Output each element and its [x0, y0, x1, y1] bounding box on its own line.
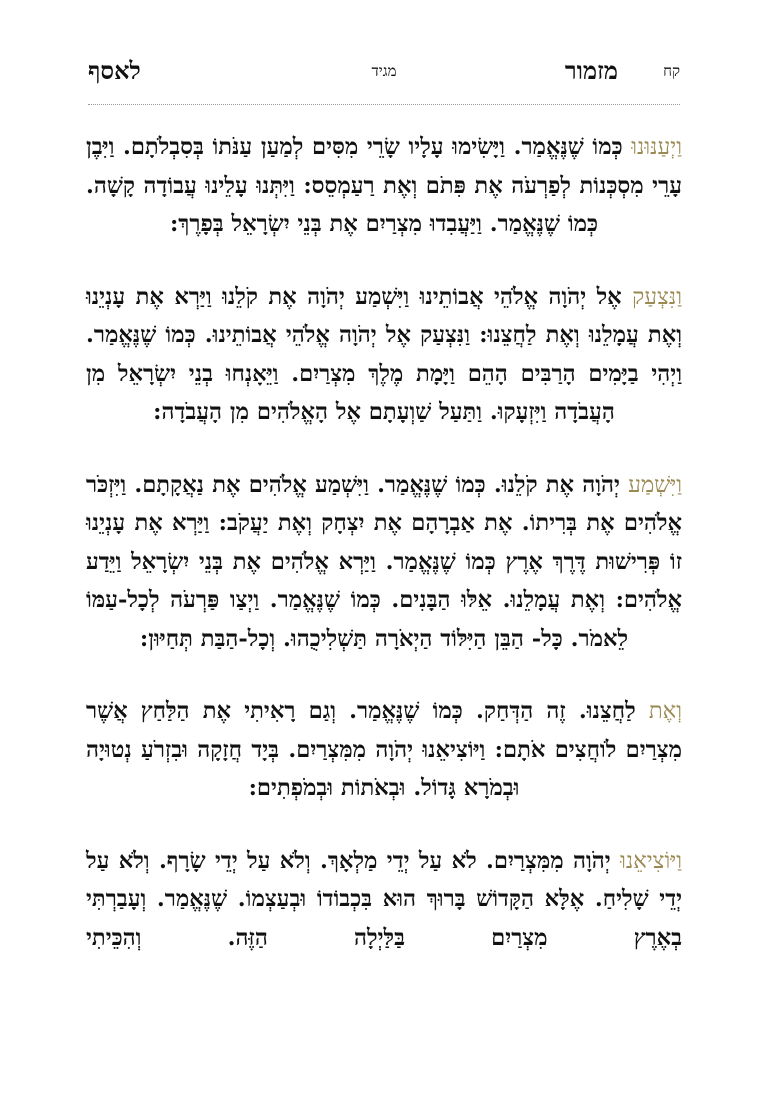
- chapter-title: מזמור: [564, 56, 618, 85]
- paragraph-lead-word: וַיּוֹצִיאֵנוּ: [620, 847, 682, 874]
- paragraph-lead-word: וַיִּשְׁמַע: [628, 471, 682, 498]
- paragraph-text: יְהֹוָה מִמִּצְרַיִם. לֹא עַל יְדֵי מַלְאָךְ. וְלֹא עַל יְדֵי שָׂרָף. וְלֹא עַל יְדֵי שָׁלִיחַ. אֶלָּא הַקָּדוֹשׁ בָּרוּךְ הוּא בִּכְבוֹדוֹ וּבְעַצְמוֹ. שֶׁנֶּאֱמַר. וְעָבַרְתִּי בְאֶרֶץ מִצְרַיִם בַּלַּיְלָה הַזֶּה. וְהִכֵּיתִי: [86, 847, 682, 951]
- paragraph: [86, 692, 682, 808]
- paragraph: [86, 466, 682, 659]
- paragraph-text: אֶל יְהֹוָה אֱלֹהֵי אֲבוֹתֵינוּ וַיִּשְׁמַע יְהֹוָה אֶת קֹלֵנוּ וַיַּרְא אֶת עָנְיֵנוּ וְאֶת עֲמָלֵנוּ וְאֶת לַחֲצֵנוּ: וַנִּצְעַק אֶל יְהֹוָה אֱלֹהֵי אֲבוֹתֵינוּ. כְּמוֹ שֶׁנֶּאֱמַר. וַיְהִי בַיָּמִים הָרַבִּים הָהֵם וַיָּמָת מֶלֶךְ מִצְרַיִם. וַיֵּאָנְחוּ בְנֵי יִשְׂרָאֵל מִן הָעֲבֹדָה וַיִּזְעָקוּ. וַתַּעַל שַׁוְעָתָם אֶל הָאֱלֹהִים מִן הָעֲבֹדָה:: [86, 283, 682, 425]
- page-header: [88, 56, 680, 96]
- paragraph-lead-word: וְאֶת: [648, 698, 682, 724]
- paragraph-lead-word: וַיְעַנּוּנוּ: [631, 134, 682, 160]
- paragraph-lead-word: וַנִּצְעַק: [632, 283, 682, 310]
- section-label: מגיד: [371, 62, 397, 80]
- text-body: [86, 128, 682, 991]
- paragraph: [86, 128, 682, 244]
- page-number: קח: [663, 62, 680, 80]
- book-title: לאסף: [88, 56, 141, 85]
- paragraph-text: יְהֹוָה אֶת קֹלֵנוּ. כְּמוֹ שֶׁנֶּאֱמַר. וַיִּשְׁמַע אֱלֹהִים אֶת נַאֲקָתָם. וַיִּזְכֹּר אֱלֹהִים אֶת בְּרִיתוֹ. אֶת אַבְרָהָם אֶת יִצְחָק וְאֶת יַעֲקֹב: וַיַּרְא אֶת עָנְיֵנוּ זוֹ פְּרִישׁוּת דֶּרֶךְ אֶרֶץ כְּמוֹ שֶׁנֶּאֱמַר. וַיַּרְא אֱלֹהִים אֶת בְּנֵי יִשְׂרָאֵל וַיֵּדַע אֱלֹהִים: וְאֶת עֲמָלֵנוּ. אֵלּוּ הַבָּנִים. כְּמוֹ שֶׁנֶּאֱמַר. וַיְצַו פַּרְעֹה לְכָל-עַמּוֹ לֵאמֹר. כָּל- הַבֵּן הַיִּלּוֹד הַיְאֹרָה תַּשְׁלִיכֻהוּ. וְכָל-הַבַּת תְּחַיּוּן:: [86, 471, 682, 652]
- paragraph-text: כְּמוֹ שֶׁנֶּאֱמַר. וַיָּשִׂימוּ עָלָיו שָׂרֵי מִסִּים לְמַעַן עַנֹּתוֹ בְּסִבְלֹתָם. וַיִּבֶן עָרֵי מִסְכְּנוֹת לְפַרְעֹה אֶת פִּתֹם וְאֶת רַעַמְסֵס: וַיִּתְּנוּ עָלֵינוּ עֲבוֹדָה קָשָׁה. כְּמוֹ שֶׁנֶּאֱמַר. וַיַּעֲבִדוּ מִצְרַיִם אֶת בְּנֵי יִשְׂרָאֵל בְּפָרֶךְ:: [86, 134, 682, 237]
- header-divider: [88, 104, 680, 105]
- paragraph: [86, 842, 682, 958]
- paragraph-text: לַחֲצֵנוּ. זֶה הַדְּחַק. כְּמוֹ שֶׁנֶּאֱמַר. וְגַם רָאִיתִי אֶת הַלַּחַץ אֲשֶׁר מִצְרַיִם לֹוחֲצִים אֹתָם: וַיּוֹצִיאֵנוּ יְהֹוָה מִמִּצְרַיִם. בְּיָד חֲזָקָה וּבִזְרֹעַ נְטוּיָה וּבְמֹרָא גָּדוֹל. וּבְאֹתוֹת וּבְמֹפְתִים:: [86, 698, 682, 801]
- paragraph: [86, 278, 682, 432]
